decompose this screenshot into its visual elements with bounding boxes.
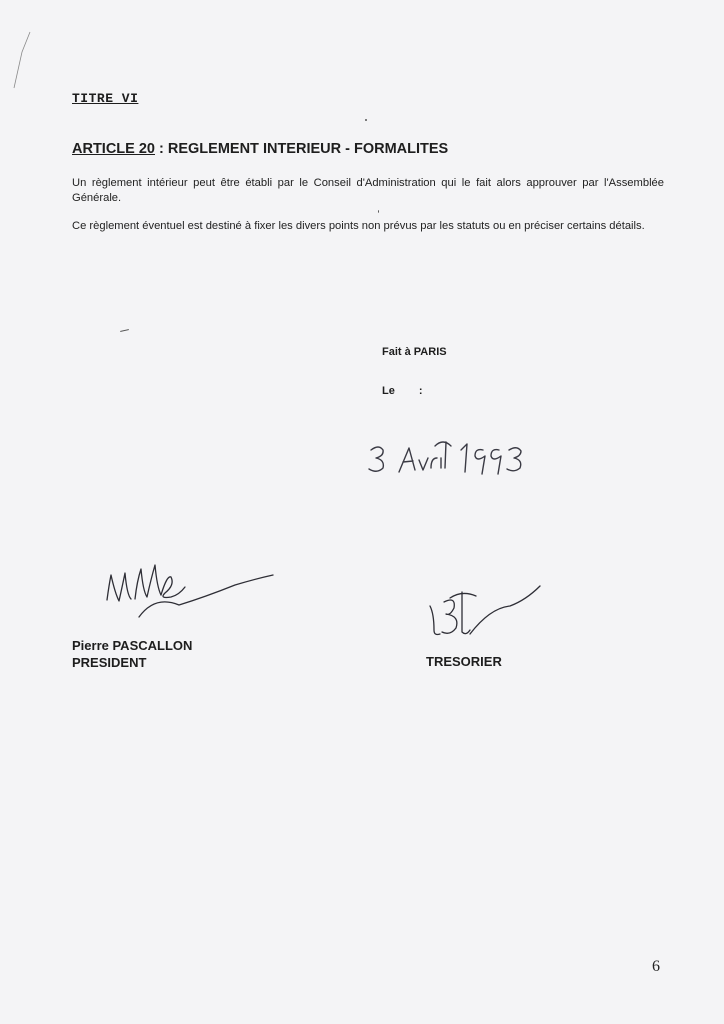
signature-tresorier (420, 578, 555, 648)
page-number: 6 (652, 958, 660, 975)
section-title: TITRE VI (72, 91, 139, 106)
signatory-right-role: TRESORIER (426, 654, 502, 669)
scan-edge-mark (8, 30, 38, 90)
signatory-left-name: Pierre PASCALLON (72, 638, 193, 653)
date-label: Le (382, 385, 395, 397)
signatory-left-role: PRESIDENT (72, 655, 147, 670)
scan-speck (365, 119, 367, 121)
date-colon: : (418, 385, 423, 397)
scan-speck (378, 210, 379, 213)
signature-president (95, 555, 280, 625)
article-separator: : (155, 141, 168, 157)
place-line: Fait à PARIS (382, 346, 447, 358)
paragraph-2: Ce règlement éventuel est destiné à fixer les divers points non prévus par les statuts ou en préciser certains détails. (72, 220, 645, 232)
article-title: REGLEMENT INTERIEUR - FORMALITES (167, 141, 449, 157)
signatory-left (72, 637, 192, 671)
date-line (382, 385, 423, 397)
article-heading (72, 141, 448, 157)
article-number: ARTICLE 20 (72, 141, 155, 157)
paragraph-1: Un règlement intérieur peut être établi par le Conseil d'Administration qui le fait alors approuver par l'Assemblée Générale. (72, 177, 664, 204)
handwritten-date (365, 432, 545, 482)
scan-speck (120, 329, 129, 332)
